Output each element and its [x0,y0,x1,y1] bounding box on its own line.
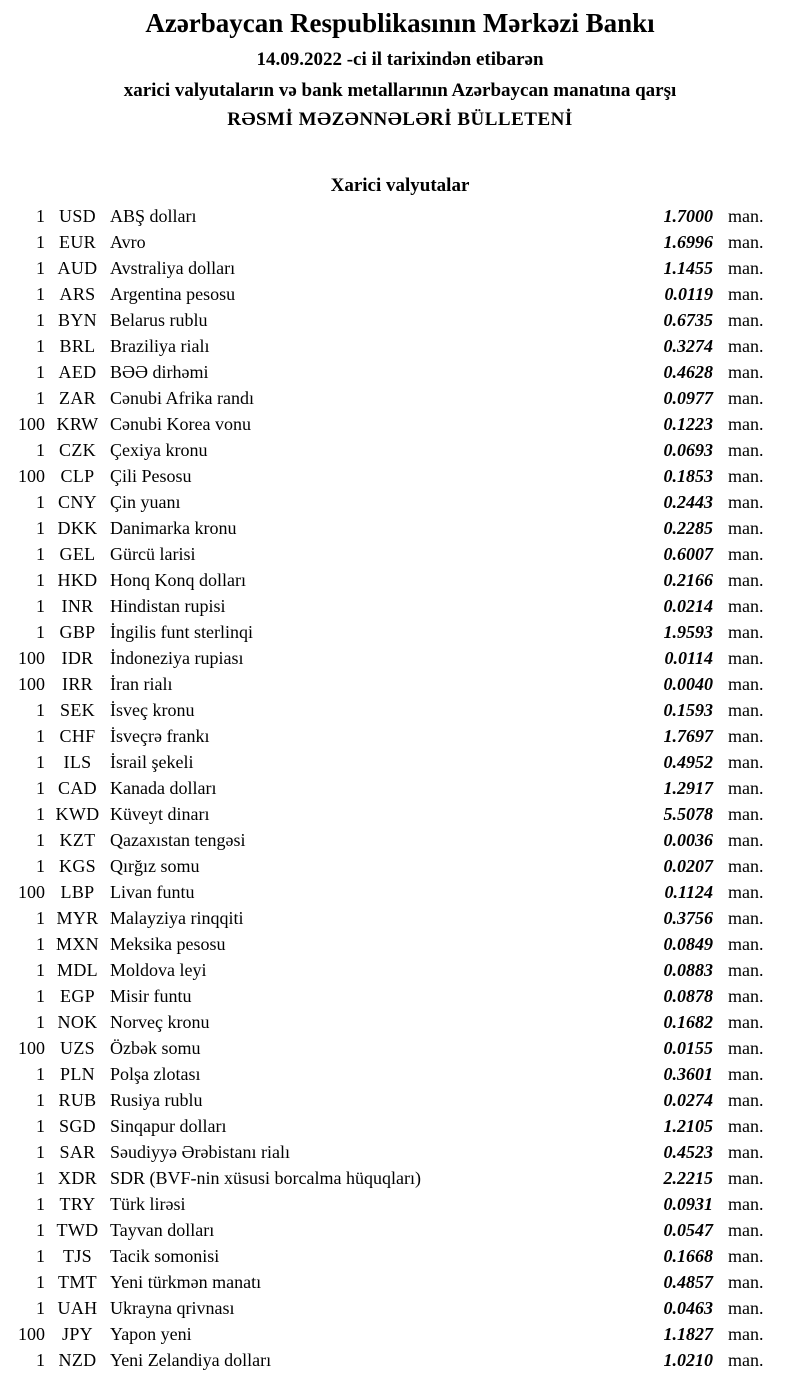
currency-code-cell: TMT [58,1272,97,1292]
table-row [0,905,800,931]
quantity-cell: 1 [36,310,45,330]
quantity-cell: 1 [36,1220,45,1240]
rate-cell: 0.4523 [663,1142,713,1162]
quantity-cell: 100 [18,466,45,486]
rate-cell: 0.1668 [663,1246,713,1266]
table-row [0,1243,800,1269]
table-row [0,1113,800,1139]
unit-cell: man. [728,206,764,226]
rate-cell: 5.5078 [663,804,713,824]
rate-cell: 0.0878 [663,986,713,1006]
quantity-cell: 1 [36,440,45,460]
unit-cell: man. [728,674,764,694]
table-row [0,697,800,723]
currency-code-cell: ZAR [59,388,96,408]
rate-cell: 0.3274 [663,336,713,356]
currency-name-cell: Yeni Zelandiya dolları [110,1350,272,1370]
table-row [0,749,800,775]
unit-cell: man. [728,1090,764,1110]
rate-cell: 0.0274 [663,1090,713,1110]
rate-cell: 2.2215 [663,1168,713,1188]
rate-cell: 0.0463 [663,1298,713,1318]
table-row [0,203,800,229]
bulletin-title: RƏSMİ MƏZƏNNƏLƏRİ BÜLLETENİ [227,109,573,130]
currency-code-cell: JPY [62,1324,93,1344]
unit-cell: man. [728,518,764,538]
currency-name-cell: İsrail şekeli [110,752,194,772]
quantity-cell: 1 [36,336,45,356]
currency-name-cell: Danimarka kronu [110,518,237,538]
currency-name-cell: Səudiyyə Ərəbistanı rialı [110,1142,290,1162]
table-row [0,437,800,463]
currency-code-cell: IDR [61,648,94,668]
currency-code-cell: SAR [59,1142,96,1162]
rate-cell: 0.0977 [663,388,713,408]
rate-cell: 0.0207 [663,856,713,876]
unit-cell: man. [728,258,764,278]
currency-code-cell: LBP [60,882,95,902]
currency-name-cell: Sinqapur dolları [110,1116,227,1136]
rate-cell: 1.2105 [663,1116,713,1136]
quantity-cell: 100 [18,1324,45,1344]
rate-cell: 0.0214 [663,596,713,616]
currency-name-cell: SDR (BVF-nin xüsusi borcalma hüquqları) [110,1168,421,1188]
currency-name-cell: Avstraliya dolları [110,258,236,278]
unit-cell: man. [728,1168,764,1188]
unit-cell: man. [728,934,764,954]
currency-name-cell: Yapon yeni [110,1324,192,1344]
currency-name-cell: Hindistan rupisi [110,596,226,616]
currency-code-cell: CLP [60,466,95,486]
table-row [0,1165,800,1191]
quantity-cell: 1 [36,544,45,564]
rate-cell: 0.0693 [663,440,713,460]
quantity-cell: 100 [18,882,45,902]
currency-code-cell: SGD [59,1116,96,1136]
quantity-cell: 1 [36,388,45,408]
unit-cell: man. [728,1246,764,1266]
currency-name-cell: Malayziya rinqqiti [110,908,244,928]
rate-cell: 0.0883 [663,960,713,980]
quantity-cell: 1 [36,1272,45,1292]
quantity-cell: 1 [36,960,45,980]
rate-cell: 0.0931 [663,1194,713,1214]
rate-cell: 1.7697 [663,726,713,746]
table-row [0,1087,800,1113]
quantity-cell: 1 [36,1064,45,1084]
currency-code-cell: NZD [58,1350,97,1370]
quantity-cell: 1 [36,622,45,642]
quantity-cell: 1 [36,570,45,590]
table-row [0,801,800,827]
table-row [0,307,800,333]
currency-name-cell: Qazaxıstan tengəsi [110,830,246,850]
rate-cell: 0.0036 [663,830,713,850]
currency-name-cell: Qırğız somu [110,856,200,876]
currency-code-cell: GBP [59,622,96,642]
table-row [0,723,800,749]
quantity-cell: 1 [36,934,45,954]
unit-cell: man. [728,1350,764,1370]
unit-cell: man. [728,648,764,668]
table-row [0,619,800,645]
currency-code-cell: CZK [59,440,96,460]
table-row [0,541,800,567]
unit-cell: man. [728,830,764,850]
quantity-cell: 1 [36,856,45,876]
table-row [0,463,800,489]
unit-cell: man. [728,856,764,876]
currency-code-cell: SEK [60,700,95,720]
table-row [0,229,800,255]
currency-name-cell: İndoneziya rupiası [110,648,244,668]
quantity-cell: 100 [18,648,45,668]
rate-cell: 0.1124 [664,882,713,902]
currency-name-cell: Çexiya kronu [110,440,208,460]
currency-code-cell: MYR [56,908,99,928]
unit-cell: man. [728,492,764,512]
quantity-cell: 1 [36,778,45,798]
unit-cell: man. [728,388,764,408]
quantity-cell: 1 [36,596,45,616]
rate-cell: 1.0210 [663,1350,713,1370]
unit-cell: man. [728,310,764,330]
table-row [0,1217,800,1243]
currency-name-cell: Rusiya rublu [110,1090,203,1110]
quantity-cell: 1 [36,986,45,1006]
currency-name-cell: Tacik somonisi [110,1246,220,1266]
unit-cell: man. [728,1064,764,1084]
table-row [0,385,800,411]
currency-code-cell: MDL [57,960,98,980]
rate-cell: 0.6735 [663,310,713,330]
currency-name-cell: Livan funtu [110,882,195,902]
quantity-cell: 1 [36,206,45,226]
quantity-cell: 1 [36,1246,45,1266]
unit-cell: man. [728,232,764,252]
rate-cell: 0.0849 [663,934,713,954]
section-title-foreign-currencies: Xarici valyutalar [330,175,470,196]
unit-cell: man. [728,284,764,304]
table-row [0,411,800,437]
rate-cell: 0.0119 [664,284,713,304]
rate-cell: 0.3601 [663,1064,713,1084]
quantity-cell: 1 [36,752,45,772]
currency-code-cell: IRR [62,674,93,694]
table-row [0,983,800,1009]
currency-name-cell: Çin yuanı [110,492,181,512]
table-row [0,359,800,385]
currency-code-cell: PLN [60,1064,95,1084]
currency-code-cell: CHF [59,726,96,746]
rate-cell: 0.4628 [663,362,713,382]
rates-table [0,203,800,1373]
rate-cell: 0.2285 [663,518,713,538]
currency-name-cell: İsveç kronu [110,700,195,720]
currency-code-cell: HKD [57,570,98,590]
unit-cell: man. [728,726,764,746]
rate-cell: 0.1853 [663,466,713,486]
rate-cell: 0.2443 [663,492,713,512]
currency-name-cell: Honq Konq dolları [110,570,246,590]
quantity-cell: 1 [36,700,45,720]
unit-cell: man. [728,804,764,824]
currency-code-cell: CAD [58,778,97,798]
rate-cell: 1.1827 [663,1324,713,1344]
currency-code-cell: KGS [59,856,96,876]
rate-cell: 1.9593 [663,622,713,642]
rate-cell: 0.6007 [663,544,713,564]
rate-cell: 0.0547 [663,1220,713,1240]
currency-code-cell: MXN [56,934,99,954]
rate-cell: 0.0155 [663,1038,713,1058]
table-row [0,827,800,853]
bank-name-title: Azərbaycan Respublikasının Mərkəzi Bankı [145,8,655,38]
unit-cell: man. [728,622,764,642]
currency-name-cell: ABŞ dolları [110,206,197,226]
unit-cell: man. [728,908,764,928]
quantity-cell: 100 [18,674,45,694]
unit-cell: man. [728,570,764,590]
currency-code-cell: AUD [57,258,98,278]
currency-code-cell: KRW [56,414,99,434]
rate-cell: 0.1223 [663,414,713,434]
currency-code-cell: UZS [60,1038,95,1058]
table-row [0,931,800,957]
currency-code-cell: KZT [59,830,96,850]
table-row [0,1347,800,1373]
quantity-cell: 1 [36,1142,45,1162]
currency-name-cell: Kanada dolları [110,778,217,798]
table-row [0,567,800,593]
unit-cell: man. [728,1324,764,1344]
currency-name-cell: Misir funtu [110,986,192,1006]
currency-name-cell: Gürcü larisi [110,544,196,564]
currency-name-cell: Braziliya rialı [110,336,210,356]
unit-cell: man. [728,466,764,486]
currency-name-cell: Küveyt dinarı [110,804,210,824]
unit-cell: man. [728,986,764,1006]
unit-cell: man. [728,752,764,772]
unit-cell: man. [728,1116,764,1136]
rate-cell: 1.2917 [663,778,713,798]
unit-cell: man. [728,960,764,980]
unit-cell: man. [728,1298,764,1318]
currency-code-cell: UAH [57,1298,98,1318]
document-header [0,8,800,131]
quantity-cell: 1 [36,232,45,252]
table-row [0,593,800,619]
quantity-cell: 1 [36,492,45,512]
currency-name-cell: Cənubi Afrika randı [110,388,254,408]
quantity-cell: 1 [36,258,45,278]
table-row [0,1295,800,1321]
table-row [0,281,800,307]
currency-name-cell: İsveçrə frankı [110,726,210,746]
currency-name-cell: Türk lirəsi [110,1194,186,1214]
currency-name-cell: Belarus rublu [110,310,208,330]
table-row [0,645,800,671]
unit-cell: man. [728,596,764,616]
quantity-cell: 1 [36,908,45,928]
rate-cell: 1.1455 [663,258,713,278]
table-row [0,1139,800,1165]
unit-cell: man. [728,1012,764,1032]
unit-cell: man. [728,1272,764,1292]
table-row [0,775,800,801]
table-row [0,1035,800,1061]
currency-name-cell: Çili Pesosu [110,466,192,486]
quantity-cell: 1 [36,1194,45,1214]
currency-code-cell: USD [59,206,96,226]
currency-name-cell: Argentina pesosu [110,284,236,304]
currency-name-cell: Tayvan dolları [110,1220,215,1240]
currency-name-cell: Özbək somu [110,1038,201,1058]
table-row [0,1009,800,1035]
quantity-cell: 1 [36,518,45,538]
table-row [0,671,800,697]
currency-code-cell: TRY [59,1194,96,1214]
currency-code-cell: KWD [55,804,100,824]
quantity-cell: 1 [36,1168,45,1188]
currency-name-cell: Norveç kronu [110,1012,210,1032]
table-row [0,255,800,281]
table-row [0,1269,800,1295]
rate-cell: 0.3756 [663,908,713,928]
unit-cell: man. [728,336,764,356]
unit-cell: man. [728,440,764,460]
currency-code-cell: EUR [59,232,96,252]
unit-cell: man. [728,700,764,720]
quantity-cell: 1 [36,1298,45,1318]
currency-name-cell: Polşa zlotası [110,1064,201,1084]
currency-code-cell: CNY [58,492,97,512]
currency-code-cell: DKK [57,518,98,538]
rate-cell: 0.0114 [664,648,713,668]
quantity-cell: 1 [36,362,45,382]
table-row [0,853,800,879]
quantity-cell: 1 [36,284,45,304]
rate-cell: 0.2166 [663,570,713,590]
currency-code-cell: TWD [56,1220,99,1240]
unit-cell: man. [728,414,764,434]
quantity-cell: 1 [36,726,45,746]
table-row [0,1191,800,1217]
unit-cell: man. [728,362,764,382]
unit-cell: man. [728,1194,764,1214]
unit-cell: man. [728,544,764,564]
currency-name-cell: Cənubi Korea vonu [110,414,251,434]
currency-code-cell: NOK [57,1012,98,1032]
currency-code-cell: BYN [58,310,97,330]
table-row [0,957,800,983]
currency-code-cell: GEL [59,544,96,564]
currency-name-cell: Avro [110,232,146,252]
currency-name-cell: İran rialı [110,674,173,694]
unit-cell: man. [728,778,764,798]
currency-code-cell: EGP [60,986,95,1006]
subject-line: xarici valyutaların və bank metallarının Azərbaycan manatına qarşı [123,80,677,101]
unit-cell: man. [728,1142,764,1162]
currency-name-cell: Yeni türkmən manatı [110,1272,262,1292]
currency-code-cell: RUB [58,1090,97,1110]
currency-name-cell: Moldova leyi [110,960,207,980]
currency-code-cell: XDR [58,1168,97,1188]
currency-name-cell: İngilis funt sterlinqi [110,622,253,642]
table-row [0,879,800,905]
effective-date-line: 14.09.2022 -ci il tarixindən etibarən [256,49,544,70]
unit-cell: man. [728,882,764,902]
currency-code-cell: AED [58,362,97,382]
rate-cell: 0.4952 [663,752,713,772]
currency-name-cell: Meksika pesosu [110,934,226,954]
unit-cell: man. [728,1038,764,1058]
rate-cell: 0.4857 [663,1272,713,1292]
currency-code-cell: BRL [59,336,96,356]
rate-cell: 0.1593 [663,700,713,720]
table-row [0,1321,800,1347]
currency-code-cell: TJS [63,1246,92,1266]
currency-name-cell: Ukrayna qrivnası [110,1298,235,1318]
table-row [0,515,800,541]
table-row [0,333,800,359]
rate-cell: 0.0040 [663,674,713,694]
quantity-cell: 100 [18,1038,45,1058]
quantity-cell: 1 [36,1116,45,1136]
rate-cell: 1.7000 [663,206,713,226]
quantity-cell: 1 [36,1350,45,1370]
currency-code-cell: ILS [63,752,92,772]
quantity-cell: 100 [18,414,45,434]
table-row [0,1061,800,1087]
currency-name-cell: BƏƏ dirhəmi [110,362,209,382]
currency-code-cell: ARS [59,284,96,304]
table-row [0,489,800,515]
quantity-cell: 1 [36,804,45,824]
quantity-cell: 1 [36,1012,45,1032]
rate-cell: 1.6996 [663,232,713,252]
quantity-cell: 1 [36,830,45,850]
currency-code-cell: INR [61,596,94,616]
rate-cell: 0.1682 [663,1012,713,1032]
quantity-cell: 1 [36,1090,45,1110]
unit-cell: man. [728,1220,764,1240]
